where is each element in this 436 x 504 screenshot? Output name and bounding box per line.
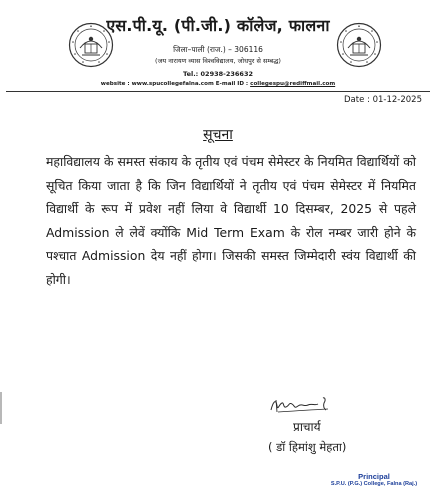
website-label: website : www.spucollegefalna.com — [100, 81, 214, 87]
signatory-name: ( डॉ हिमांशु मेहता) — [268, 440, 347, 454]
header-divider — [6, 91, 430, 92]
stamp-institution: S.P.U. (P.G.) College, Falna (Raj.) — [330, 481, 418, 487]
signatory-designation: प्राचार्य — [293, 420, 321, 434]
notice-date: Date : 01-12-2025 — [344, 95, 422, 105]
scan-edge-mark — [0, 392, 2, 424]
stamp-title: Principal — [358, 472, 390, 481]
college-web-contact — [0, 81, 436, 87]
college-telephone: Tel.: 02938-236632 — [183, 70, 253, 78]
principal-stamp — [318, 472, 430, 488]
college-address: जिला–पाली (राज.) – 306116 — [173, 45, 263, 54]
email-label: E-mail ID : — [215, 81, 249, 87]
college-name: एस.पी.यू. (पी.जी.) कॉलेज, फालना — [106, 16, 330, 35]
notice-title: सूचना — [203, 127, 233, 143]
handwritten-signature — [268, 394, 338, 416]
notice-body: महाविद्यालय के समस्त संकाय के तृतीय एवं पंचम सेमेस्टर के नियमित विद्यार्थियों को सूचित किया जाता है कि जिन विद्यार्थियों ने तृतीय एवं पंचम सेमेस्टर में नियमित विद्यार्थी के रूप में प्रवेश नहीं लिया वे विद्यार्थी 10 दिसम्बर, 2025 से पहले Admission ले लेवें क्योंकि Mid Term Exam के रोल नम्बर जारी होने के पश्चात Admission देय नहीं होगा। जिसकी समस्त जिम्मेदारी स्वंय विद्यार्थी की होगी। — [46, 154, 416, 287]
email-address: collegespu@rediffmail.com — [250, 81, 336, 87]
college-affiliation: (जय नारायण व्यास विश्वविद्यालय, जोधपुर से सम्बद्ध) — [155, 57, 281, 65]
